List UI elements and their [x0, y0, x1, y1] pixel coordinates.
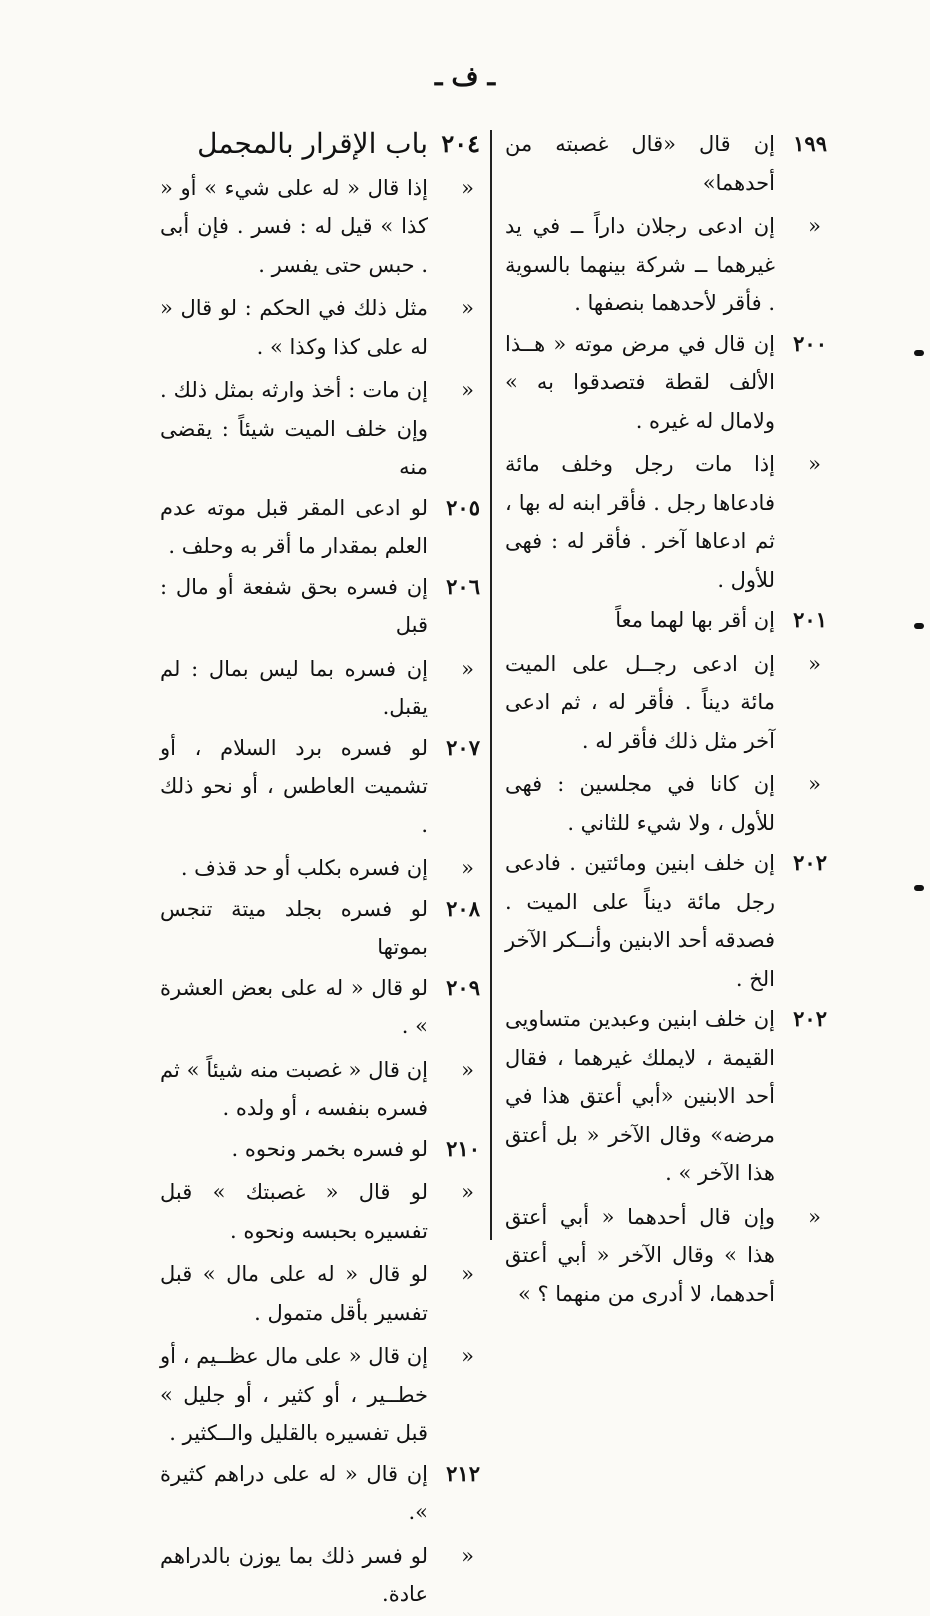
sub-entry — [160, 1051, 480, 1128]
entry-text: لو فسره بجلد ميتة تنجس بموتها — [160, 896, 428, 959]
sub-entry — [160, 371, 480, 487]
entry-text: لو فسر ذلك بما يوزن بالدراهم عادة. — [160, 1543, 428, 1606]
sub-entry — [160, 169, 480, 285]
numbered-entry — [505, 1000, 827, 1193]
ditto-mark: « — [461, 1057, 474, 1082]
entry-text: لو قال « غصبتك » قبل تفسيره بحبسه ونحوه . — [160, 1180, 428, 1243]
entry-number: ٢٠٨ — [446, 895, 480, 921]
entry-text: إن فسره بما ليس بمال : لم يقبل. — [160, 656, 428, 719]
ditto-mark: « — [808, 452, 821, 476]
ditto-mark: « — [461, 856, 474, 880]
sub-entry — [160, 1255, 480, 1332]
numbered-entry — [160, 729, 480, 845]
ditto-mark: « — [461, 1262, 474, 1286]
entry-text: إن قال « له على دراهم كثيرة ». — [160, 1461, 428, 1524]
entry-number: ٢٠٠ — [793, 330, 827, 356]
chapter-title — [160, 125, 480, 164]
sub-entry — [505, 765, 827, 842]
numbered-entry — [160, 489, 480, 566]
page-header: ـ ف ـ — [434, 62, 496, 92]
entry-text: إن فسره بحق شفعة أو مال : قبل — [160, 574, 428, 637]
margin-mark — [914, 885, 924, 891]
sub-entry — [505, 1198, 827, 1314]
entry-text: مثل ذلك في الحكم : لو قال « له على كذا وكذا » . — [160, 296, 428, 359]
numbered-entry — [160, 890, 480, 967]
ditto-mark: « — [461, 1344, 474, 1368]
entry-number: ٢١٠ — [446, 1135, 480, 1161]
left-column — [160, 125, 480, 1616]
entry-number: ١٩٩ — [793, 131, 827, 156]
sub-entry — [160, 289, 480, 366]
entry-text: لو ادعى المقر قبل موته عدم العلم بمقدار ما أقر به وحلف . — [160, 495, 428, 558]
sub-entry — [160, 849, 480, 888]
entry-text: إن قال « غصبت منه شيئاً » ثم فسره بنفسه ، أو ولده . — [160, 1057, 428, 1120]
margin-mark — [914, 623, 924, 629]
entry-text: إن كانا في مجلسين : فهى للأول ، ولا شيء للثاني . — [505, 772, 775, 835]
entry-text: إن مات : أخذ وارثه بمثل ذلك . وإن خلف الميت شيئاً : يقضى منه — [160, 378, 428, 479]
entry-text: إن فسره بكلب أو حد قذف . — [180, 856, 428, 880]
entry-text: لو فسره برد السلام ، أو تشميت العاطس ، أو نحو ذلك . — [160, 735, 428, 837]
entry-text: إن قال في مرض موته « هــذا الألف لقطة فتصدقوا به » ولامال له غيره . — [505, 331, 775, 433]
sub-entry — [160, 1537, 480, 1614]
entry-text: إن ادعى رجــل على الميت مائة ديناً . فأقر له ، ثم ادعى آخر مثل ذلك فأقر له . — [505, 651, 775, 753]
entry-text: إن خلف ابنين وعبدين متساويى القيمة ، لايملك غيرهما ، فقال أحد الابنين «أبي أعتق هذا في مرضه» وقال الآخر « بل أعتق هذا الآخر » . — [505, 1007, 775, 1185]
entry-text: باب الإقرار بالمجمل — [197, 127, 428, 160]
entry-text: وإن قال أحدهما « أبي أعتق هذا » وقال الآخر « أبي أعتق أحدهما، لا أدرى من منهما ؟ » — [505, 1204, 775, 1306]
ditto-mark: « — [808, 1204, 821, 1229]
sub-entry — [505, 445, 827, 599]
entry-number: ٢٠٧ — [446, 734, 480, 760]
ditto-mark: « — [461, 1543, 474, 1568]
entry-number: ٢٠٢ — [793, 850, 827, 875]
sub-entry — [160, 1173, 480, 1250]
entry-text: إذا مات رجل وخلف مائة فادعاها رجل . فأقر ابنه له بها ، ثم ادعاها آخر . فأقر له : فهى للأول . — [505, 452, 775, 592]
entry-text: إن قال « على مال عظــيم ، أو خطــير ، أو كثير ، أو جليل » قبل تفسيره بالقليل والــكثير . — [160, 1344, 428, 1445]
entry-number: ٢٠٩ — [446, 974, 480, 1000]
numbered-entry — [160, 1130, 480, 1169]
entry-text: إن خلف ابنين ومائتين . فادعى رجل مائة ديناً على الميت . فصدقه أحد الابنين وأنــكر الآخر الخ . — [505, 851, 775, 991]
entry-text: لو قال « له على مال » قبل تفسير بأقل متمول . — [160, 1262, 428, 1325]
ditto-mark: « — [461, 378, 474, 402]
column-divider — [490, 130, 492, 1240]
entry-text: لو فسره بخمر ونحوه . — [231, 1136, 428, 1161]
ditto-mark: « — [808, 772, 821, 796]
margin-mark — [914, 350, 924, 356]
ditto-mark: « — [808, 651, 821, 676]
entry-text: لو قال « له على بعض العشرة » . — [160, 975, 428, 1038]
numbered-entry — [160, 1455, 480, 1532]
entry-text: إن قال «قال غصبته من أحدهما» — [505, 132, 775, 195]
numbered-entry — [505, 325, 827, 441]
numbered-entry — [505, 125, 827, 202]
numbered-entry — [160, 969, 480, 1046]
entry-number: ٢٠٥ — [446, 494, 480, 520]
ditto-mark: « — [808, 214, 821, 238]
entry-text: إذا قال « له على شيء » أو « كذا » قيل له : فسر . فإن أبى . حبس حتى يفسر . — [160, 175, 428, 277]
numbered-entry — [505, 601, 827, 640]
sub-entry — [505, 645, 827, 761]
entry-number: ٢١٢ — [446, 1460, 480, 1486]
entry-number: ٢٠٤ — [441, 129, 480, 158]
sub-entry — [505, 207, 827, 323]
ditto-mark: « — [461, 1180, 474, 1204]
ditto-mark: « — [461, 656, 474, 681]
sub-entry — [160, 1337, 480, 1453]
entry-text: إن أقر بها لهما معاً — [615, 608, 775, 632]
ditto-mark: « — [461, 175, 474, 200]
entry-number: ٢٠٢ — [793, 1006, 827, 1031]
entry-text: إن ادعى رجلان داراً ــ في يد غيرهما ــ شركة بينهما بالسوية . فأقر لأحدهما بنصفها . — [505, 214, 775, 315]
numbered-entry — [160, 568, 480, 645]
entry-number: ٢٠٦ — [446, 573, 480, 599]
numbered-entry — [505, 844, 827, 998]
sub-entry — [160, 650, 480, 727]
right-column — [505, 125, 827, 1315]
entry-number: ٢٠١ — [793, 607, 827, 632]
ditto-mark: « — [461, 296, 474, 320]
